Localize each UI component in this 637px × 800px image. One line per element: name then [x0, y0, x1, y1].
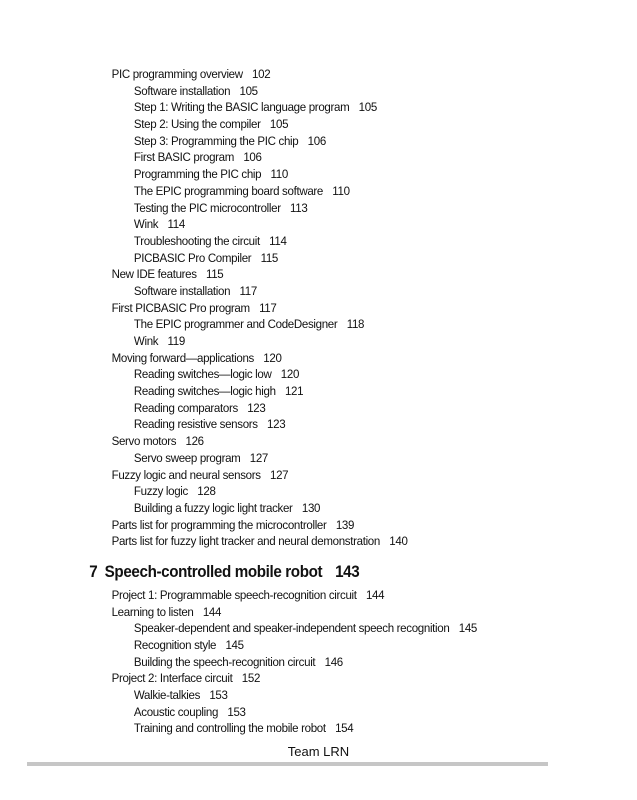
toc-subentry [0, 183, 592, 200]
toc-page-number: 110 [332, 183, 350, 198]
toc-entry [0, 517, 592, 534]
toc-subentry [0, 316, 592, 333]
toc-entry [0, 66, 592, 83]
toc-entry [0, 433, 592, 450]
toc-entry-title: Step 3: Programming the PIC chip [133, 133, 299, 148]
toc-entry-title: Programming the PIC chip [133, 167, 262, 182]
toc-entry-title: Software installation [133, 283, 231, 298]
toc-subentry [0, 637, 592, 654]
toc-entry [0, 670, 592, 687]
toc-page-number: 127 [249, 450, 269, 465]
toc-entry-title: Building a fuzzy logic light tracker [133, 500, 293, 515]
toc-entry [0, 350, 592, 367]
toc-entry-title: Training and controlling the mobile robot [133, 721, 326, 736]
toc-page-number: 153 [209, 688, 228, 703]
toc-entry-title: Acoustic coupling [133, 704, 219, 719]
toc-subentry [0, 483, 592, 500]
toc-subentry [0, 720, 592, 737]
toc-subentry [0, 704, 592, 721]
toc-subentry [0, 149, 592, 166]
toc-page-number: 145 [225, 638, 244, 652]
toc-entry-title: Wink [133, 217, 159, 232]
toc-page-number: 144 [365, 587, 385, 602]
toc-entry-title: First BASIC program [133, 150, 235, 165]
toc-subentry [0, 500, 592, 517]
toc-page-number: 106 [243, 150, 262, 165]
toc-entry-title: Moving forward—applications [111, 350, 254, 365]
toc-subentry [0, 654, 592, 671]
toc-page-number: 102 [252, 67, 271, 81]
toc-entry-title: Parts list for fuzzy light tracker and neural demonstration [111, 534, 380, 549]
toc-entry [0, 300, 592, 317]
toc-entry [0, 266, 592, 283]
toc-page-number: 144 [202, 604, 222, 619]
toc-page-number: 139 [335, 517, 355, 532]
toc-entry-title: Troubleshooting the circuit [133, 233, 260, 248]
toc-entry-title: Learning to listen [111, 604, 194, 619]
toc-subentry [0, 250, 592, 267]
toc-page-number: 118 [346, 317, 365, 332]
toc-subentry [0, 99, 592, 116]
toc-subentry [0, 200, 592, 217]
toc-entry-title: New IDE features [111, 267, 197, 282]
toc-subentry [0, 133, 592, 150]
toc-entry-title: Recognition style [133, 638, 217, 652]
toc-entry-title: Building the speech-recognition circuit [133, 654, 316, 669]
toc-entry-title: Speaker-dependent and speaker-independent speech recognition [133, 621, 450, 636]
chapter-title: Speech-controlled mobile robot [104, 562, 323, 581]
toc-page-number: 140 [389, 534, 408, 549]
toc-page-number: 117 [239, 283, 257, 298]
toc-entry-title: The EPIC programmer and CodeDesigner [133, 317, 338, 332]
toc-page-number: 105 [358, 100, 377, 115]
toc-subentry [0, 233, 592, 250]
toc-page-number: 105 [239, 83, 258, 98]
toc-entry [0, 604, 592, 621]
toc-entry-title: Project 1: Programmable speech-recognition circuit [111, 587, 357, 602]
toc-subentry [0, 400, 592, 417]
toc-subentry [0, 687, 592, 704]
toc-entry-title: Fuzzy logic and neural sensors [111, 467, 261, 482]
toc-page-number: 146 [324, 654, 343, 669]
toc-entry-title: Reading resistive sensors [133, 417, 258, 432]
chapter-heading [0, 557, 586, 587]
footer-watermark: Team LRN [287, 744, 350, 759]
toc-subentry [0, 216, 592, 233]
toc-entry-title: Fuzzy logic [133, 484, 188, 499]
toc-entry-title: Reading switches—logic low [133, 367, 272, 382]
toc-entry-title: Servo sweep program [133, 450, 241, 465]
chapter-page-number: 143 [335, 562, 360, 581]
toc-entry-title: Testing the PIC microcontroller [133, 200, 281, 215]
toc-subentry [0, 333, 592, 350]
toc-page-number: 114 [167, 217, 185, 232]
toc-subentry [0, 366, 592, 383]
toc-subentry [0, 116, 592, 133]
toc-entry-title: Reading comparators [133, 400, 238, 415]
toc-subentry [0, 383, 592, 400]
toc-entry [0, 587, 592, 604]
toc-page-number: 128 [197, 484, 216, 499]
table-of-contents [0, 66, 637, 737]
toc-page-number: 130 [301, 500, 321, 515]
toc-entry-title: Servo motors [111, 434, 177, 449]
toc-subentry [0, 83, 592, 100]
toc-page-number: 152 [241, 671, 261, 686]
toc-entry-title: Reading switches—logic high [133, 384, 276, 399]
toc-page-number: 145 [458, 621, 478, 636]
toc-page-number: 113 [290, 200, 308, 215]
toc-page-number: 123 [247, 400, 266, 415]
toc-entry-title: Step 1: Writing the BASIC language program [133, 100, 350, 115]
toc-page-number: 120 [280, 367, 300, 382]
toc-page-number: 106 [307, 133, 326, 148]
toc-entry-title: PIC programming overview [111, 67, 243, 81]
toc-page-number: 117 [259, 300, 277, 315]
toc-entry-title: Software installation [133, 83, 231, 98]
toc-entry [0, 533, 592, 550]
toc-entry [0, 467, 592, 484]
toc-subentry [0, 620, 592, 637]
toc-page-number: 119 [167, 334, 185, 348]
toc-entry-title: Project 2: Interface circuit [111, 671, 233, 686]
toc-entry-title: Step 2: Using the compiler [133, 117, 261, 132]
toc-page-number: 115 [205, 267, 224, 282]
toc-page-number: 127 [269, 467, 289, 482]
toc-page-number: 121 [284, 384, 304, 399]
footer-rule [27, 762, 548, 766]
toc-entry-title: PICBASIC Pro Compiler [133, 250, 252, 265]
toc-entry-title: Parts list for programming the microcontroller [111, 517, 327, 532]
toc-subentry [0, 450, 592, 467]
toc-page-number: 153 [227, 704, 246, 719]
toc-entry-title: First PICBASIC Pro program [111, 300, 250, 315]
toc-page-number: 123 [267, 417, 286, 432]
chapter-number: 7 [89, 562, 98, 581]
toc-subentry [0, 166, 592, 183]
toc-entry-title: The EPIC programming board software [133, 183, 324, 198]
toc-page-number: 105 [269, 117, 289, 132]
toc-page-number: 154 [335, 721, 354, 736]
toc-subentry [0, 283, 592, 300]
toc-entry-title: Walkie-talkies [133, 688, 201, 703]
toc-page-number: 115 [260, 250, 279, 265]
toc-page-number: 110 [270, 167, 288, 182]
toc-page-number: 126 [185, 434, 204, 449]
toc-entry-title: Wink [133, 334, 159, 348]
toc-page-number: 114 [269, 233, 287, 248]
toc-subentry [0, 416, 592, 433]
toc-page-number: 120 [263, 350, 282, 365]
